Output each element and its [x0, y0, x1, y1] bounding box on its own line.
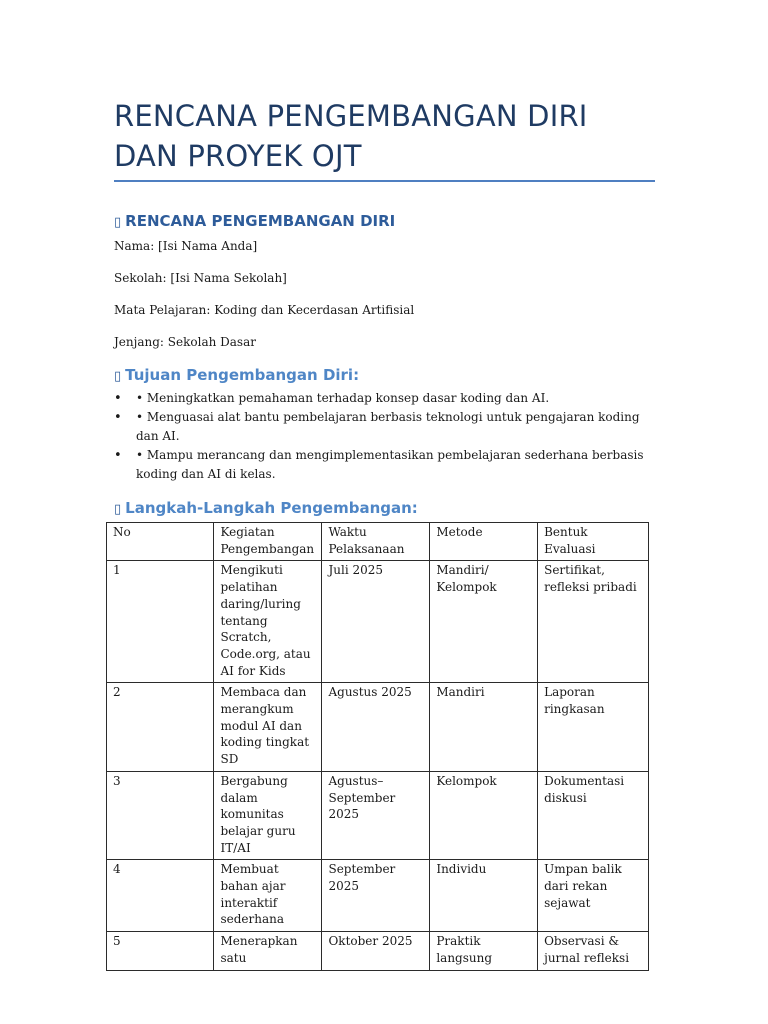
- header-cell: Waktu Pelaksanaan: [322, 523, 430, 561]
- info-jenjang: Jenjang: Sekolah Dasar: [114, 335, 256, 349]
- table-cell: 5: [107, 932, 214, 970]
- table-cell: Individu: [430, 860, 538, 932]
- table-row: [107, 561, 649, 683]
- table-cell: Dokumentasi diskusi: [538, 771, 649, 860]
- list-item: [114, 389, 659, 408]
- header-cell: No: [107, 523, 214, 561]
- list-item-text: • Menguasai alat bantu pembelajaran berbasis teknologi untuk pengajaran koding dan AI.: [136, 410, 640, 443]
- table-header-row: [107, 523, 649, 561]
- table-cell: Sertifikat, refleksi pribadi: [538, 561, 649, 683]
- table-cell: Mandiri: [430, 683, 538, 772]
- table-cell: 1: [107, 561, 214, 683]
- table-cell: 2: [107, 683, 214, 772]
- info-sekolah: Sekolah: [Isi Nama Sekolah]: [114, 271, 287, 285]
- table-cell: Bergabung dalam komunitas belajar guru IT/AI: [214, 771, 322, 860]
- section-heading-pengembangan-diri: [114, 212, 395, 230]
- list-item-text: • Mampu merancang dan mengimplementasikan pembelajaran sederhana berbasis koding dan AI di kelas.: [136, 448, 644, 481]
- table-cell: Praktik langsung: [430, 932, 538, 970]
- table-cell: Agustus–September 2025: [322, 771, 430, 860]
- missing-glyph-icon: ▯: [114, 215, 122, 230]
- langkah-table: [106, 522, 649, 971]
- tujuan-list: [114, 389, 659, 484]
- header-cell: Metode: [430, 523, 538, 561]
- table-cell: Laporan ringkasan: [538, 683, 649, 772]
- table-cell: Membuat bahan ajar interaktif sederhana: [214, 860, 322, 932]
- table-cell: Mengikuti pelatihan daring/luring tentang Scratch, Code.org, atau AI for Kids: [214, 561, 322, 683]
- table-cell: Mandiri/ Kelompok: [430, 561, 538, 683]
- table-cell: Membaca dan merangkum modul AI dan koding tingkat SD: [214, 683, 322, 772]
- table-cell: Observasi & jurnal refleksi: [538, 932, 649, 970]
- list-item-text: • Meningkatkan pemahaman terhadap konsep dasar koding dan AI.: [136, 391, 550, 405]
- missing-glyph-icon: ▯: [114, 502, 122, 517]
- info-nama: Nama: [Isi Nama Anda]: [114, 239, 258, 253]
- heading-langkah-text: Langkah-Langkah Pengembangan:: [125, 499, 418, 517]
- table-cell: Oktober 2025: [322, 932, 430, 970]
- info-mata-pelajaran: Mata Pelajaran: Koding dan Kecerdasan Artifisial: [114, 303, 415, 317]
- list-item: [114, 408, 659, 446]
- header-cell: Kegiatan Pengembangan: [214, 523, 322, 561]
- table-cell: Juli 2025: [322, 561, 430, 683]
- heading-langkah: [114, 499, 418, 517]
- heading-tujuan-text: Tujuan Pengembangan Diri:: [125, 366, 360, 384]
- table-cell: 3: [107, 771, 214, 860]
- heading-tujuan: [114, 366, 359, 384]
- table-cell: September 2025: [322, 860, 430, 932]
- table-cell: 4: [107, 860, 214, 932]
- table-cell: Agustus 2025: [322, 683, 430, 772]
- header-cell: Bentuk Evaluasi: [538, 523, 649, 561]
- table-cell: Kelompok: [430, 771, 538, 860]
- table-row: [107, 683, 649, 772]
- table-row: [107, 860, 649, 932]
- table-row: [107, 771, 649, 860]
- list-item: [114, 446, 659, 484]
- section-heading-text: RENCANA PENGEMBANGAN DIRI: [125, 212, 396, 230]
- table-cell: Umpan balik dari rekan sejawat: [538, 860, 649, 932]
- bullet-icon: •: [114, 391, 122, 406]
- title-underline: [114, 180, 655, 182]
- bullet-icon: •: [114, 448, 122, 463]
- bullet-icon: •: [114, 410, 122, 425]
- table-row: [107, 932, 649, 970]
- table-cell: Menerapkan satu: [214, 932, 322, 970]
- missing-glyph-icon: ▯: [114, 369, 122, 384]
- document-title: RENCANA PENGEMBANGAN DIRI DAN PROYEK OJT: [114, 99, 588, 173]
